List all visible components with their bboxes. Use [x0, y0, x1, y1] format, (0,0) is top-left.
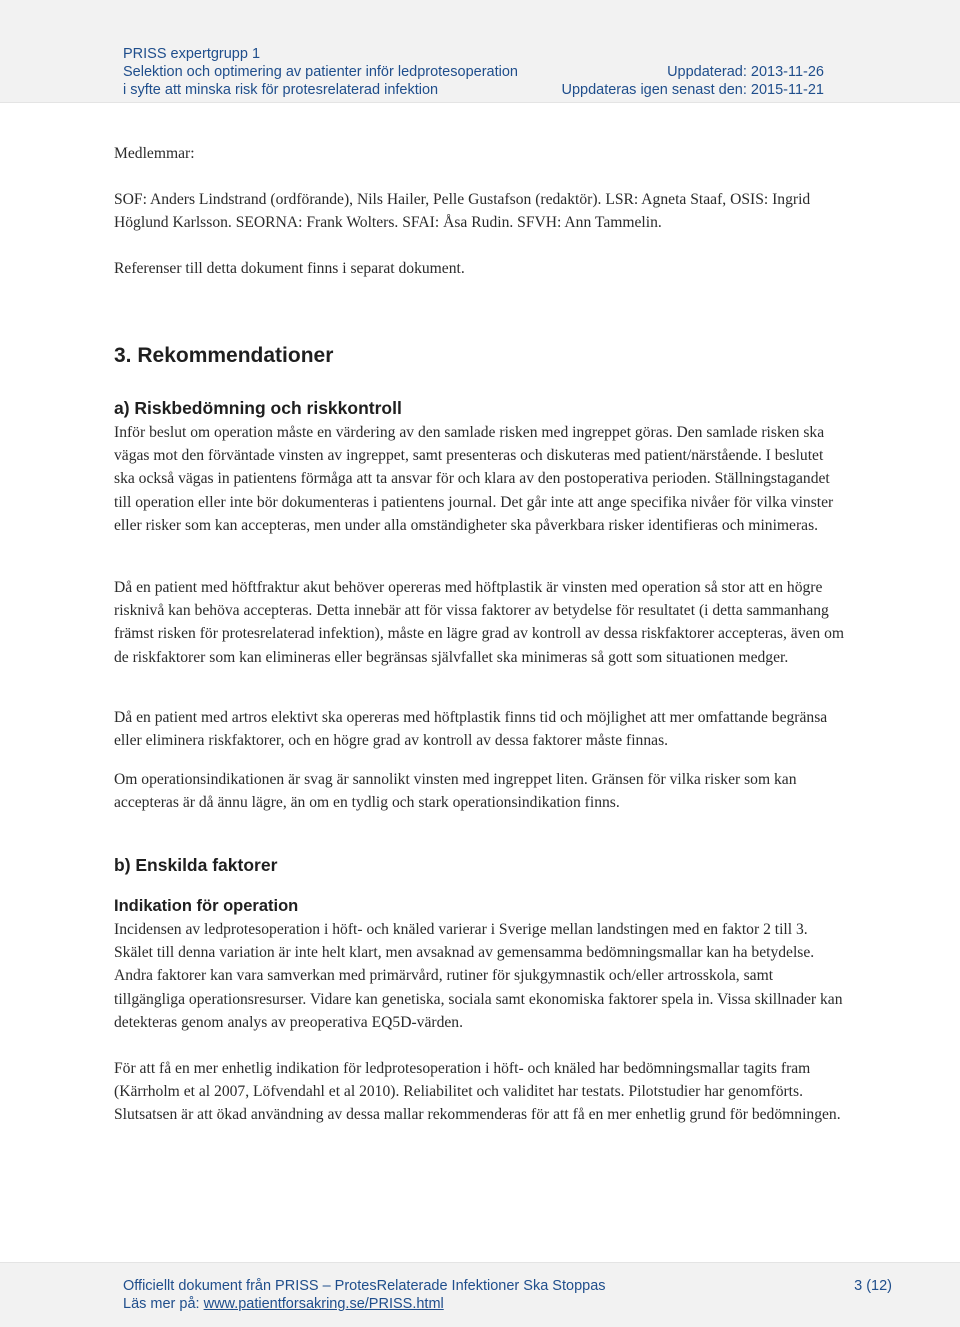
paragraph-b1: Incidensen av ledprotesoperation i höft- och knäled varierar i Sverige mellan landstingen med en faktor 2 till 3. Skälet till denna variation är inte helt klart, men avsaknad av gemensamma bedömningsmallar kan ha betydelse. Andra faktorer kan vara samverkan med primärvård, rutiner för sjukgymnastik och/eller artrosskola, samt tillgängliga operationsresurser. Vidare kan genetiska, sociala samt ekonomiska faktorer spela in. Vissa skillnader kan detekteras genom analys av preoperativa EQ5D-värden.	[114, 921, 843, 1031]
header-subtitle-2: i syfte att minska risk för protesrelaterad infektion	[123, 82, 439, 98]
paragraph-b2: För att få en mer enhetlig indikation för ledprotesoperation i höft- och knäled har bedömningsmallar tagits fram (Kärrholm et al 2007, Löfvendahl et al 2010). Reliabilitet och validitet har testats. Pilotstudier har genomförts. Slutsatsen är att ökad användning av dessa mallar rekommenderas för att få en mer enhetlig grund för bedömningen.	[114, 1060, 841, 1124]
members-text: SOF: Anders Lindstrand (ordförande), Nils Hailer, Pelle Gustafson (redaktör). LSR: Agneta Staaf, OSIS: Ingrid Höglund Karlsson. SEORNA: Frank Wolters. SFAI: Åsa Rudin. SFVH: Ann Tammelin.	[114, 191, 811, 232]
subsection-b1-title: Indikation för operation	[114, 897, 299, 915]
footer-read-more	[123, 1295, 444, 1313]
members-label: Medlemmar:	[114, 145, 195, 162]
footer-read-more-label: Läs mer på:	[123, 1296, 204, 1312]
page-header	[0, 0, 960, 103]
header-updated: Uppdaterad: 2013-11-26	[667, 64, 824, 80]
paragraph-a2: Då en patient med höftfraktur akut behöver opereras med höftplastik är vinsten med operation så stor att en högre risknivå kan behöva accepteras. Detta innebär att för vissa faktorer av betydelse för resultatet (i detta sammanhang främst risken för protesrelaterad infektion), måste en lägre grad av kontroll av dessa riskfaktorer accepteras, även om de riskfaktorer som kan elimineras eller begränsas självfallet ska minimeras så gott som situationen medger.	[114, 579, 845, 666]
subsection-a-title: a) Riskbedömning och riskkontroll	[114, 398, 402, 418]
paragraph-a4: Om operationsindikationen är svag är sannolikt vinsten med ingreppet liten. Gränsen för vilka risker som kan accepteras är då ännu lägre, än om en tydlig och stark operationsindikation finns.	[114, 771, 797, 812]
section-title: 3. Rekommendationer	[114, 344, 334, 367]
header-subtitle-1: Selektion och optimering av patienter inför ledprotesoperation	[123, 64, 518, 80]
page-footer	[0, 1262, 960, 1327]
footer-official: Officiellt dokument från PRISS – ProtesRelaterade Infektioner Ska Stoppas	[123, 1278, 606, 1294]
paragraph-a1: Inför beslut om operation måste en värdering av den samlade risken med ingreppet göras. Den samlade risken ska vägas mot den förväntade vinsten av ingreppet, samt presenteras och diskuteras med patient/närstående. I beslutet ska också vägas in patientens förmåga att ta ansvar för och klara av den postoperativa perioden. Ställningstagandet till operation eller inte bör dokumenteras i patientens journal. Det går inte att ange specifika nivåer för vilka vinster eller risker som kan accepteras, men under alla omständigheter ska påverkbara risker identifieras och minimeras.	[114, 424, 834, 534]
header-title: PRISS expertgrupp 1	[123, 46, 261, 62]
header-next-update: Uppdateras igen senast den: 2015-11-21	[561, 82, 824, 98]
paragraph-a3: Då en patient med artros elektivt ska opereras med höftplastik finns tid och möjlighet att mer omfattande begränsa eller eliminera riskfaktorer, och en högre grad av kontroll av dessa faktorer måste finnas.	[114, 709, 828, 750]
subsection-b-title: b) Enskilda faktorer	[114, 855, 278, 875]
references-note: Referenser till detta dokument finns i separat dokument.	[114, 260, 465, 277]
footer-link[interactable]: www.patientforsakring.se/PRISS.html	[203, 1296, 444, 1312]
page-number: 3 (12)	[854, 1278, 892, 1294]
